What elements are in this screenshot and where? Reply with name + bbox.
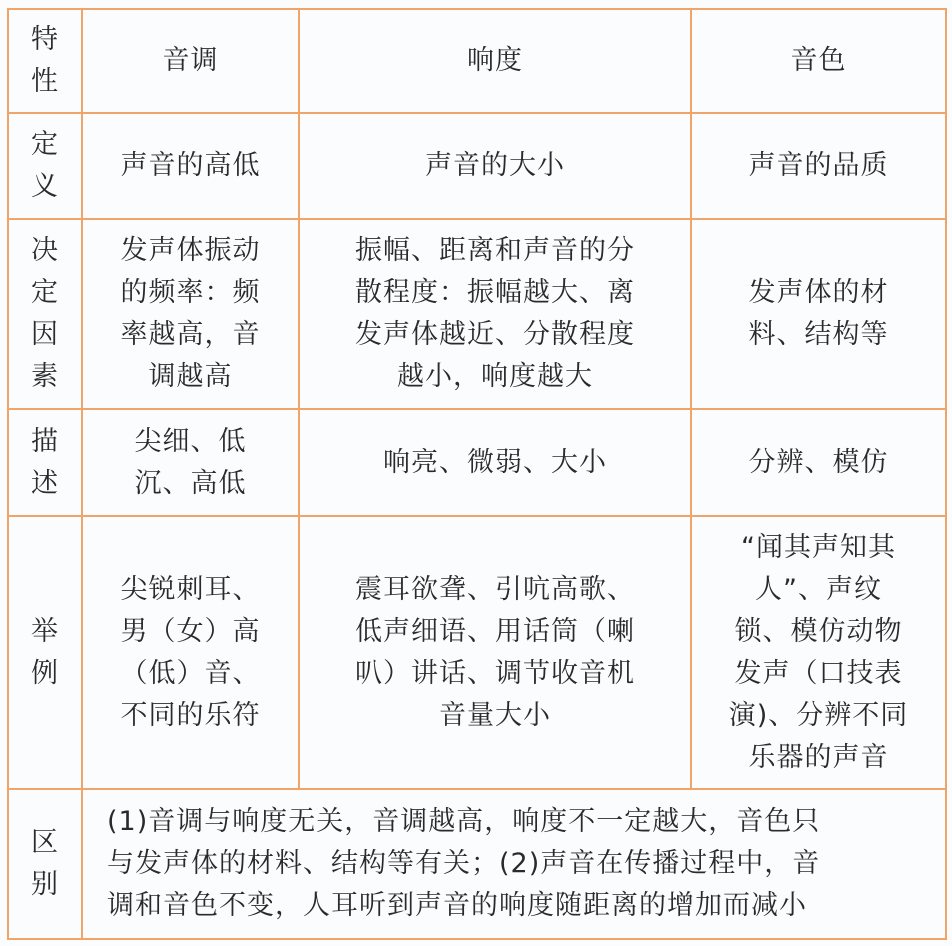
cell-timbre: “闻其声知其 人”、声纹 锁、模仿动物 发声（口技表 演)、分辨不同 乐器的声音 bbox=[691, 516, 946, 789]
row-label: 区 别 bbox=[8, 789, 82, 939]
table-row-factors bbox=[8, 219, 946, 409]
table-row-difference bbox=[8, 789, 946, 939]
cell-loudness: 响亮、微弱、大小 bbox=[299, 409, 691, 516]
cell-timbre: 发声体的材 料、结构等 bbox=[691, 219, 946, 409]
header-loudness: 响度 bbox=[299, 9, 691, 113]
table-row-description bbox=[8, 409, 946, 516]
header-label: 特 性 bbox=[8, 9, 82, 113]
header-timbre: 音色 bbox=[691, 9, 946, 113]
cell-timbre: 声音的品质 bbox=[691, 113, 946, 219]
cell-loudness: 振幅、距离和声音的分 散程度：振幅越大、离 发声体越近、分散程度 越小，响度越大 bbox=[299, 219, 691, 409]
header-pitch: 音调 bbox=[82, 9, 299, 113]
cell-pitch: 声音的高低 bbox=[82, 113, 299, 219]
cell-timbre: 分辨、模仿 bbox=[691, 409, 946, 516]
sound-characteristics-table bbox=[7, 8, 947, 940]
row-label: 定 义 bbox=[8, 113, 82, 219]
cell-loudness: 震耳欲聋、引吭高歌、 低声细语、用话筒（喇 叭）讲话、调节收音机 音量大小 bbox=[299, 516, 691, 789]
row-label: 举 例 bbox=[8, 516, 82, 789]
cell-pitch: 尖细、低 沉、高低 bbox=[82, 409, 299, 516]
table-row-examples bbox=[8, 516, 946, 789]
row-label: 描 述 bbox=[8, 409, 82, 516]
header-row bbox=[8, 9, 946, 113]
table-row-definition bbox=[8, 113, 946, 219]
difference-text: (1)音调与响度无关，音调越高，响度不一定越大，音色只 与发声体的材料、结构等有关；(2)声音在传播过程中，音 调和音色不变，人耳听到声音的响度随距离的增加而减小 bbox=[82, 789, 946, 939]
cell-loudness: 声音的大小 bbox=[299, 113, 691, 219]
row-label: 决 定 因 素 bbox=[8, 219, 82, 409]
cell-pitch: 发声体振动 的频率：频 率越高，音 调越高 bbox=[82, 219, 299, 409]
cell-pitch: 尖锐刺耳、 男（女）高 （低）音、 不同的乐符 bbox=[82, 516, 299, 789]
